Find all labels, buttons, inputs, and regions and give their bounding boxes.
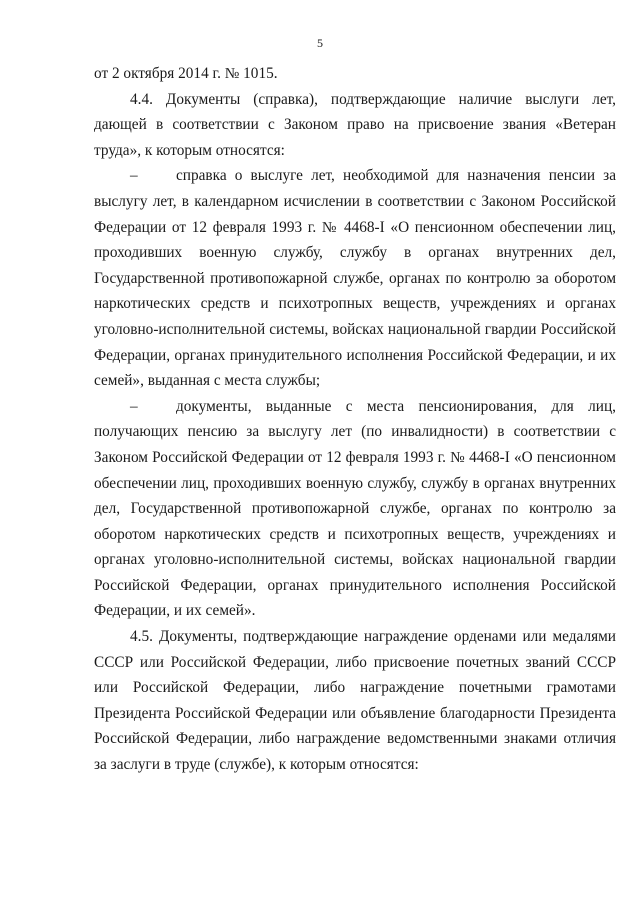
document-body [94,61,616,778]
clause-4-4: 4.4. Документы (справка), подтверждающие наличие выслуги лет, дающей в соответствии с Законом право на присвоение звания «Ветеран труда», к которым относятся: [94,90,616,159]
item-text: справка о выслуге лет, необходимой для назначения пенсии за выслугу лет, в календарном исчислении в соответствии с Законом Российской Федерации от 12 февраля 1993 г. № 4468-I «О пенсионном обеспечении лиц, проходивших военную службу, службу в органах внутренних дел, Государственной противопожарной службе, органах по контролю за оборотом наркотических средств и психотропных веществ, учреждениях и органах уголовно-исполнительной системы, войсках национальной гвардии Российской Федерации, органах принудительного исполнения Российской Федерации, и их семей», выданная с места службы; [94,167,616,390]
item-text: документы, выданные с места пенсионирования, для лиц, получающих пенсию за выслугу лет (по инвалидности) в соответствии с Законом Российской Федерации от 12 февраля 1993 г. № 4468-I «О пенсионном обеспечении лиц, проходивших военную службу, службу в органах внутренних дел, Государственной противопожарной службе, органах по контролю за оборотом наркотических средств и психотропных веществ, учреждениях и органах уголовно-исполнительной системы, войсках национальной гвардии Российской Федерации, органах принудительного исполнения Российской Федерации, и их семей». [94,397,616,620]
clause-4-4-item-2 [94,394,616,624]
continuation-line: от 2 октября 2014 г. № 1015. [94,65,278,82]
page-number: 5 [317,36,323,50]
clause-4-4-item-1 [94,163,616,393]
list-dash: – [130,397,138,415]
list-dash: – [130,167,138,185]
clause-4-5: 4.5. Документы, подтверждающие награждение орденами или медалями СССР или Российской Федерации, либо присвоение почетных званий СССР или Российской Федерации, либо награждение почетными грамотами Президента Российской Федерации или объявление благодарности Президента Российской Федерации, либо награждение ведомственными знаками отличия за заслуги в труде (службе), к которым относятся: [94,628,616,774]
